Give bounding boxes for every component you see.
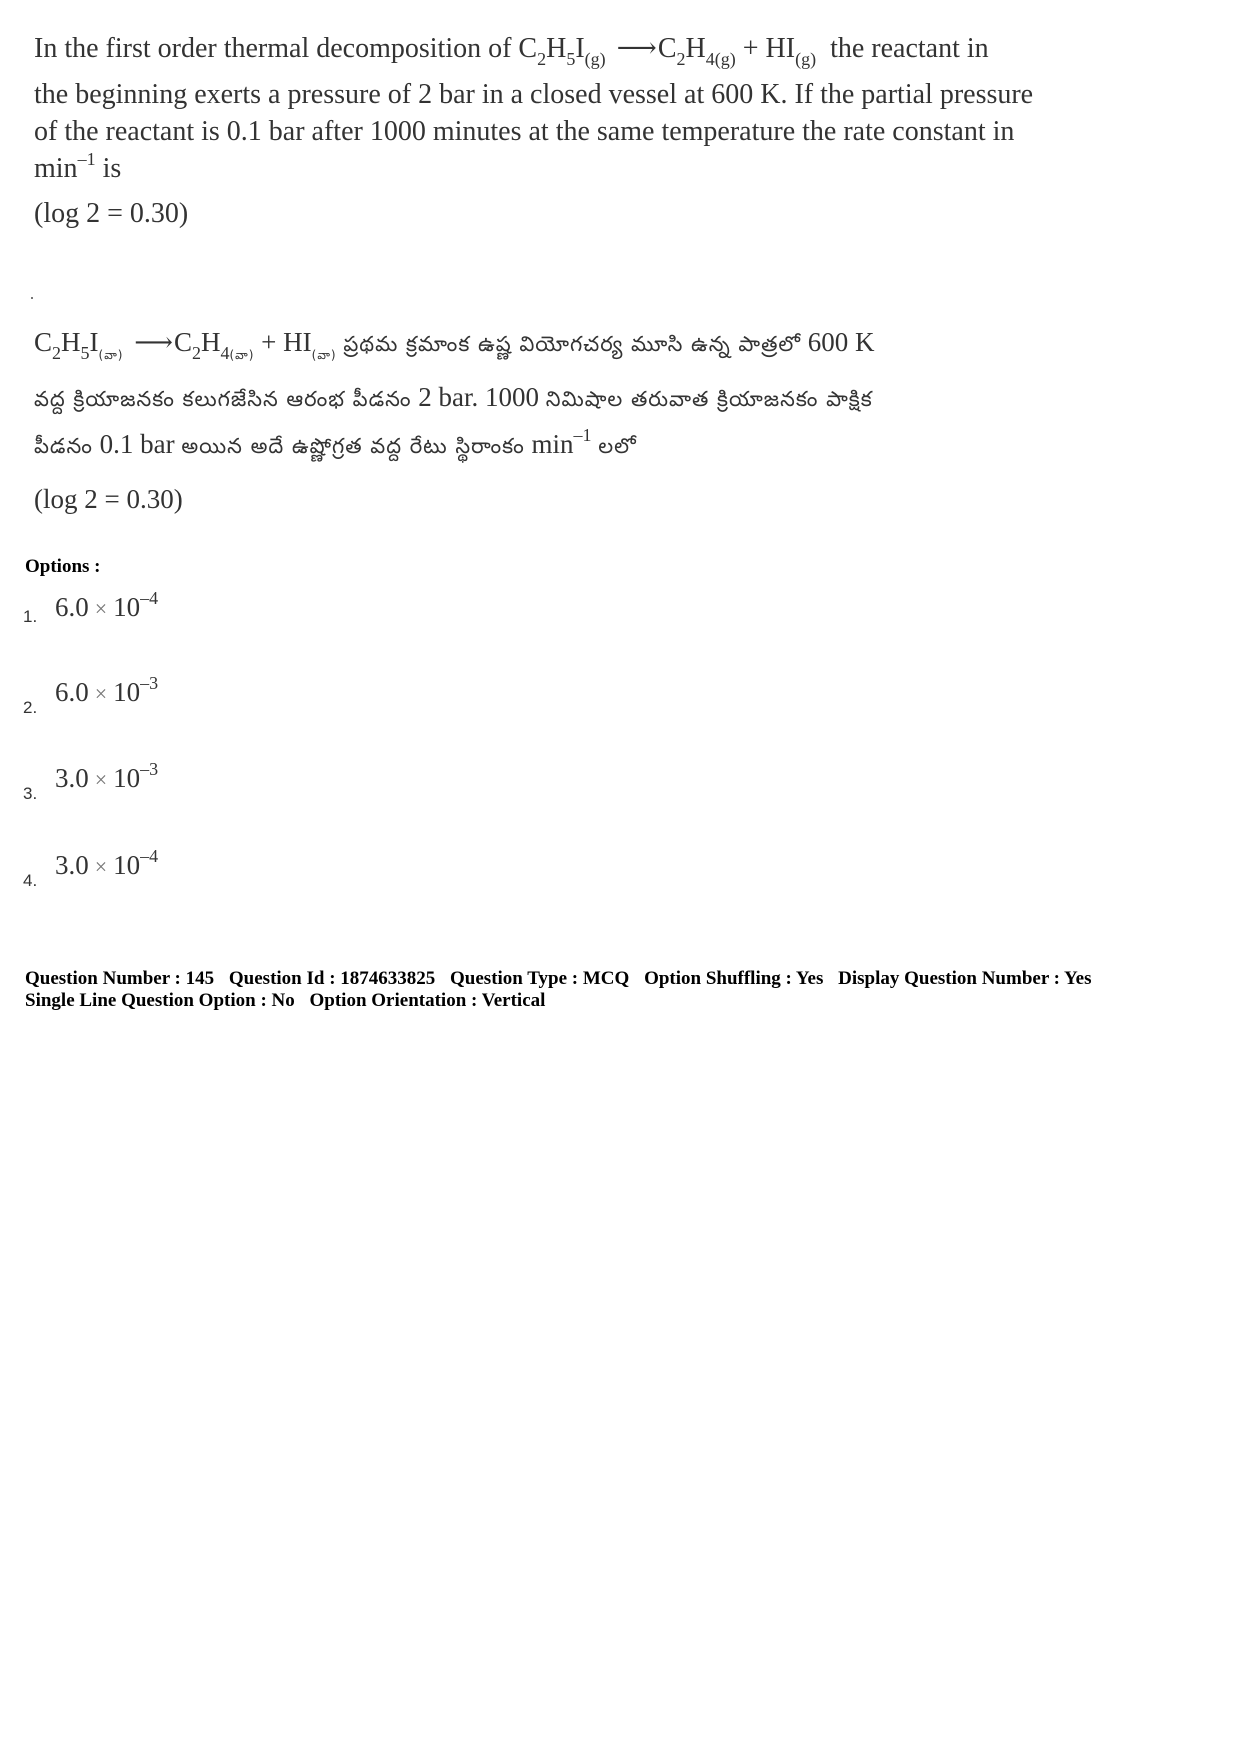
option-value: $3.0 \times 10^{-3}$ bbox=[55, 759, 159, 793]
question-intro: In the first order thermal decomposition of bbox=[34, 33, 512, 64]
meta-line-1 bbox=[25, 968, 1225, 990]
option-1[interactable] bbox=[23, 588, 423, 652]
option-4[interactable] bbox=[23, 846, 423, 910]
question-line-2: the beginning exerts a pressure of 2 bar in a closed vessel at 600 K. If the partial pressure bbox=[34, 79, 1034, 110]
telugu-line-3: పీడనం 0.1 bar అయిన అదే ఉష్ణోగ్రత వద్ద రేటు స్థిరాంకం $\min^{-1}$ లలో bbox=[34, 425, 637, 459]
meta-line-2 bbox=[25, 990, 1225, 1012]
telugu-line-2: వద్ద క్రియాజనకం కలుగజేసిన ఆరంభ పీడనం 2 bar. 1000 నిమిషాల తరువాత క్రియాజనకం పాక్షిక bbox=[34, 382, 873, 412]
options-heading: Options : bbox=[25, 556, 101, 577]
meta-option-orientation: Option Orientation : Vertical bbox=[309, 990, 546, 1011]
reaction-equation-te: $C_2H_5I_{(వా)}$ ⟶ $C_2H_{4(వా)} + HI_{(వా)}$ bbox=[34, 327, 337, 363]
log-hint-en: (log 2 = 0.30) bbox=[34, 198, 189, 229]
option-number: 3. bbox=[23, 784, 38, 803]
meta-question-number: Question Number : 145 bbox=[25, 968, 215, 989]
reaction-arrow: ⟶ bbox=[616, 33, 654, 64]
option-number: 1. bbox=[23, 607, 38, 626]
option-number: 4. bbox=[23, 871, 38, 890]
question-line-3: of the reactant is 0.1 bar after 1000 minutes at the same temperature the rate constant in bbox=[34, 116, 1015, 147]
meta-question-id: Question Id : 1874633825 bbox=[228, 968, 436, 989]
meta-single-line-option: Single Line Question Option : No bbox=[25, 990, 295, 1011]
question-line-1: In the first order thermal decomposition of $C_2H_5I_{(g)}$ ⟶ $C_2H_{4(g)} + HI_{(g)}$ the reactant in bbox=[34, 30, 1134, 67]
option-3[interactable] bbox=[23, 759, 423, 823]
telugu-line-1: $C_2H_5I_{(వా)}$ ⟶ $C_2H_{4(వా)} + HI_{(వా)}$ ప్రథమ క్రమాంక ఉష్ణ వియోగచర్య మూసి ఉన్న పాత్రలో 600 K bbox=[34, 327, 875, 363]
question-telugu bbox=[34, 316, 1134, 526]
meta-question-type: Question Type : MCQ bbox=[450, 968, 630, 989]
stray-dot bbox=[31, 297, 33, 299]
option-value: $6.0 \times 10^{-3}$ bbox=[55, 673, 159, 707]
question-metadata bbox=[25, 968, 1225, 1012]
meta-display-question-number: Display Question Number : Yes bbox=[838, 968, 1092, 989]
log-hint-te: (log 2 = 0.30) bbox=[34, 484, 183, 514]
reaction-equation: $C_2H_5I_{(g)}$ ⟶ $C_2H_{4(g)} + HI_{(g)}$ bbox=[518, 33, 823, 64]
question-english bbox=[34, 30, 1134, 232]
meta-option-shuffling: Option Shuffling : Yes bbox=[644, 968, 824, 989]
option-value: $6.0 \times 10^{-4}$ bbox=[55, 588, 159, 622]
option-number: 2. bbox=[23, 698, 38, 717]
option-2[interactable] bbox=[23, 673, 423, 737]
option-value: $3.0 \times 10^{-4}$ bbox=[55, 846, 159, 880]
question-unit-line: $\min^{-1}$ is bbox=[34, 149, 122, 184]
